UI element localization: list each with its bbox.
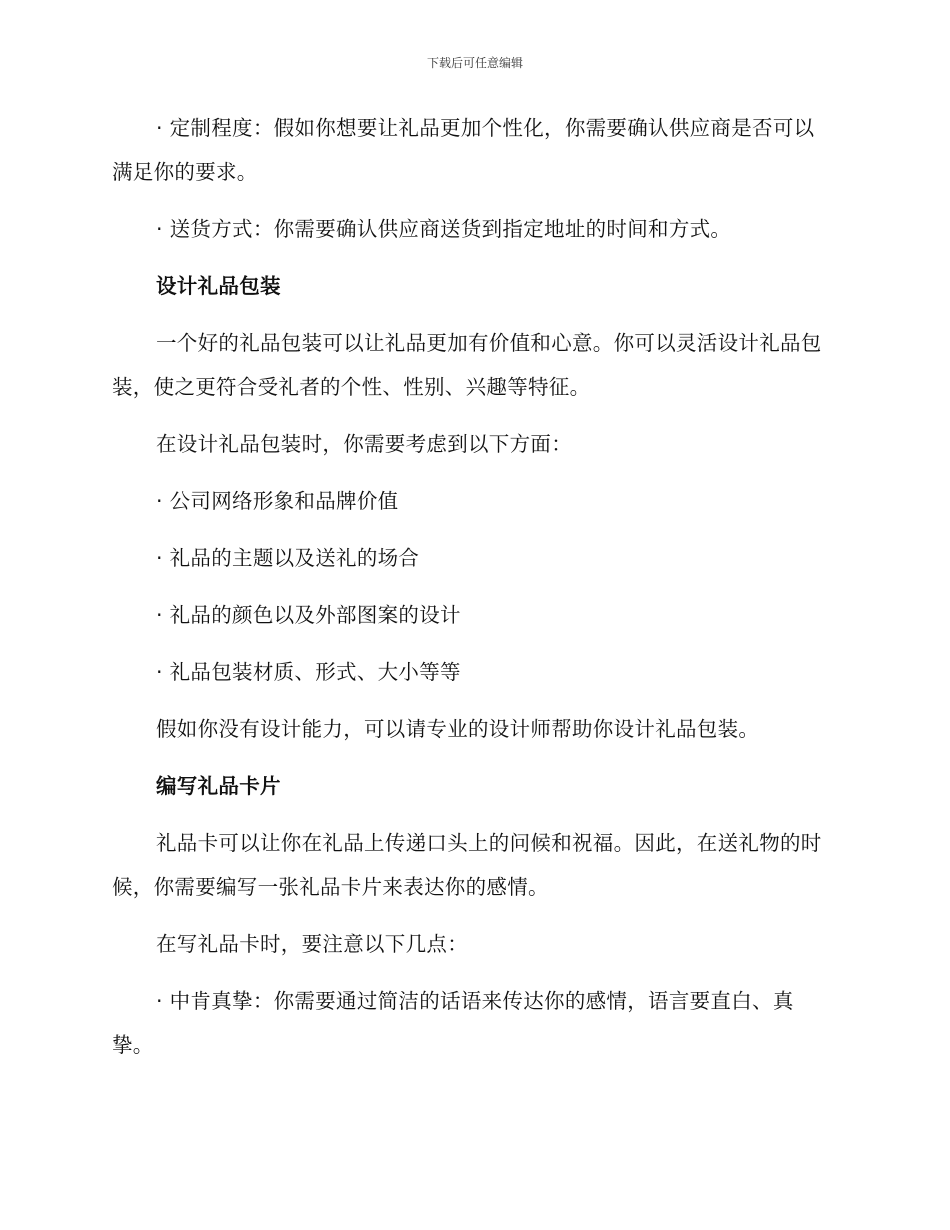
section-heading-packaging: 设计礼品包装: [156, 274, 281, 298]
paragraph-hire-designer: 假如你没有设计能力，可以请专业的设计师帮助你设计礼品包装。: [156, 717, 760, 741]
paragraph-card-intro: 礼品卡可以让你在礼品上传递口头上的问候和祝福。因此，在送礼物的时候，你需要编写一张礼品卡片来表达你的感情。: [112, 831, 822, 899]
bullet-customization: · 定制程度：假如你想要让礼品更加个性化，你需要确认供应商是否可以满足你的要求。: [112, 116, 815, 184]
section-heading-card: 编写礼品卡片: [156, 774, 281, 798]
page-header: 下载后可任意编辑: [426, 56, 523, 70]
paragraph-packaging-intro: 一个好的礼品包装可以让礼品更加有价值和心意。你可以灵活设计礼品包装，使之更符合受礼者的个性、性别、兴趣等特征。: [112, 331, 822, 399]
bullet-sincere: · 中肯真挚：你需要通过简洁的话语来传达你的感情，语言要直白、真挚。: [112, 989, 794, 1057]
bullet-material-form-size: · 礼品包装材质、形式、大小等等: [156, 660, 461, 684]
paragraph-card-points: 在写礼品卡时，要注意以下几点：: [156, 932, 468, 956]
bullet-color-pattern: · 礼品的颜色以及外部图案的设计: [156, 603, 461, 627]
bullet-delivery: · 送货方式：你需要确认供应商送货到指定地址的时间和方式。: [156, 217, 732, 241]
bullet-theme-occasion: · 礼品的主题以及送礼的场合: [156, 546, 420, 570]
bullet-brand-image: · 公司网络形象和品牌价值: [156, 489, 399, 513]
paragraph-packaging-considerations: 在设计礼品包装时，你需要考虑到以下方面：: [156, 432, 572, 456]
document-body: [112, 106, 832, 1067]
